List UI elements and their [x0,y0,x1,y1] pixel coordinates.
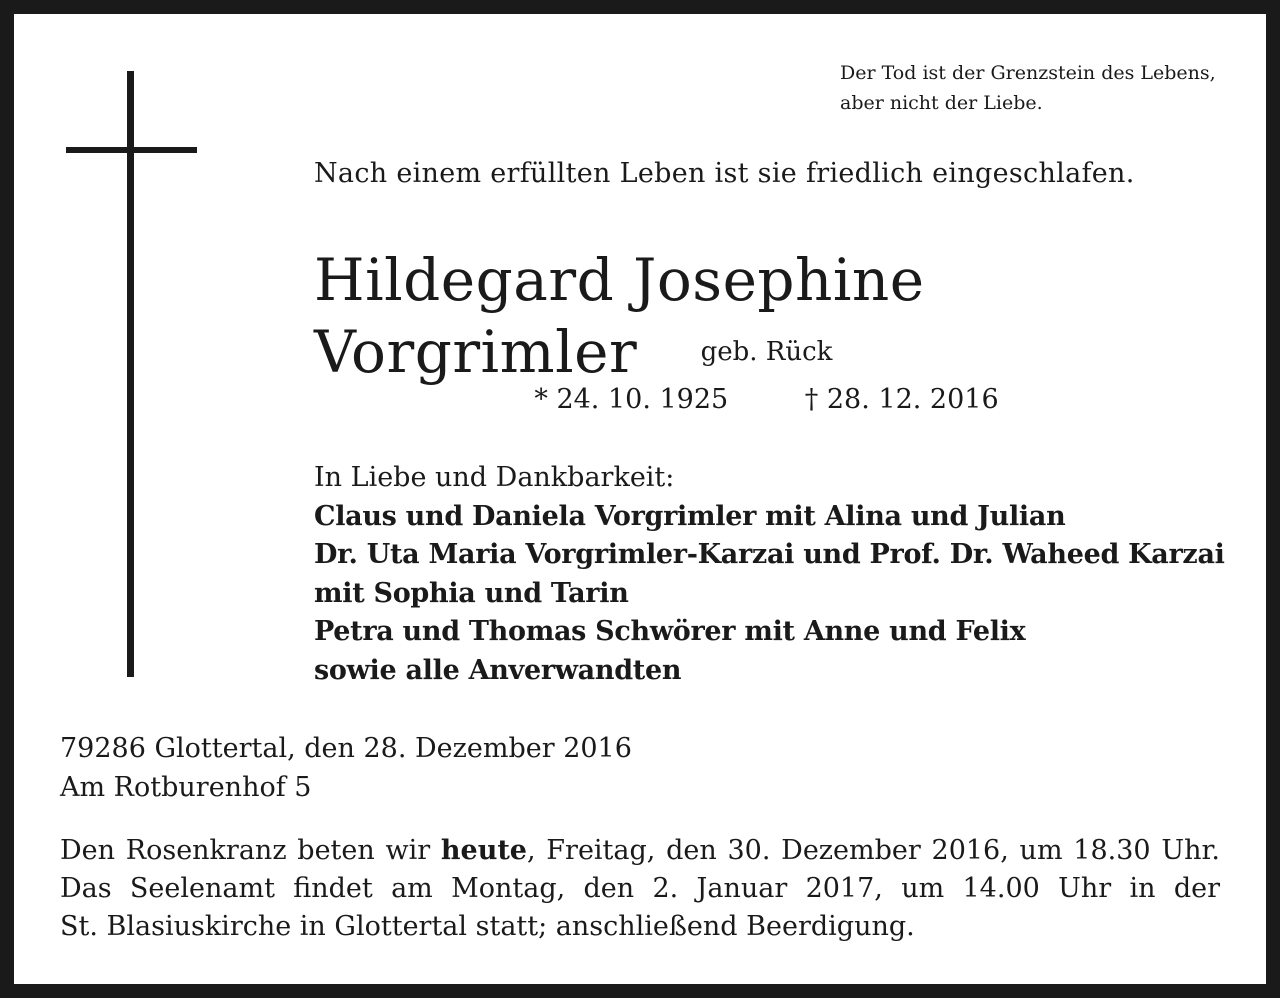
intro-text: Nach einem erfüllten Leben ist sie friedlich eingeschlafen. [314,158,1135,189]
mourner-line: Claus und Daniela Vorgrimler mit Alina und Julian [314,500,1066,532]
address [60,729,632,807]
cross-icon-bar [66,147,197,153]
service-line-1: Den Rosenkranz beten wir heute, Freitag, den 30. Dezember 2016, um 18.30 Uhr. [60,835,1220,866]
mourners [314,459,1225,690]
death-date: † 28. 12. 2016 [804,384,999,415]
maiden-name: geb. Rück [700,337,833,367]
street-address: Am Rotburenhof 5 [60,772,312,803]
deceased-name: Hildegard Josephine Vorgrimler [314,246,925,386]
service-line-3: St. Blasiuskirche in Glottertal statt; anschließend Beerdigung. [60,911,915,942]
service-line-2: Das Seelenamt findet am Montag, den 2. Januar 2017, um 14.00 Uhr in der [60,873,1220,904]
cross-icon [127,71,134,677]
mourner-line: Dr. Uta Maria Vorgrimler-Karzai und Prof. Dr. Waheed Karzai [314,539,1225,570]
mourners-heading: In Liebe und Dankbarkeit: [314,462,675,493]
place-date: 79286 Glottertal, den 28. Dezember 2016 [60,733,632,764]
motto-line-2: aber nicht der Liebe. [840,92,1043,114]
obituary-notice [14,14,1266,984]
service-highlight: heute [440,835,527,866]
mourner-line: mit Sophia und Tarin [314,577,629,609]
motto [840,58,1216,118]
mourner-line: Petra und Thomas Schwörer mit Anne und Felix [314,616,1026,647]
life-dates [314,380,1219,420]
service-info [60,832,1220,946]
birth-date: * 24. 10. 1925 [534,384,729,415]
motto-line-1: Der Tod ist der Grenzstein des Lebens, [840,62,1216,84]
mourner-line: sowie alle Anverwandten [314,654,682,686]
